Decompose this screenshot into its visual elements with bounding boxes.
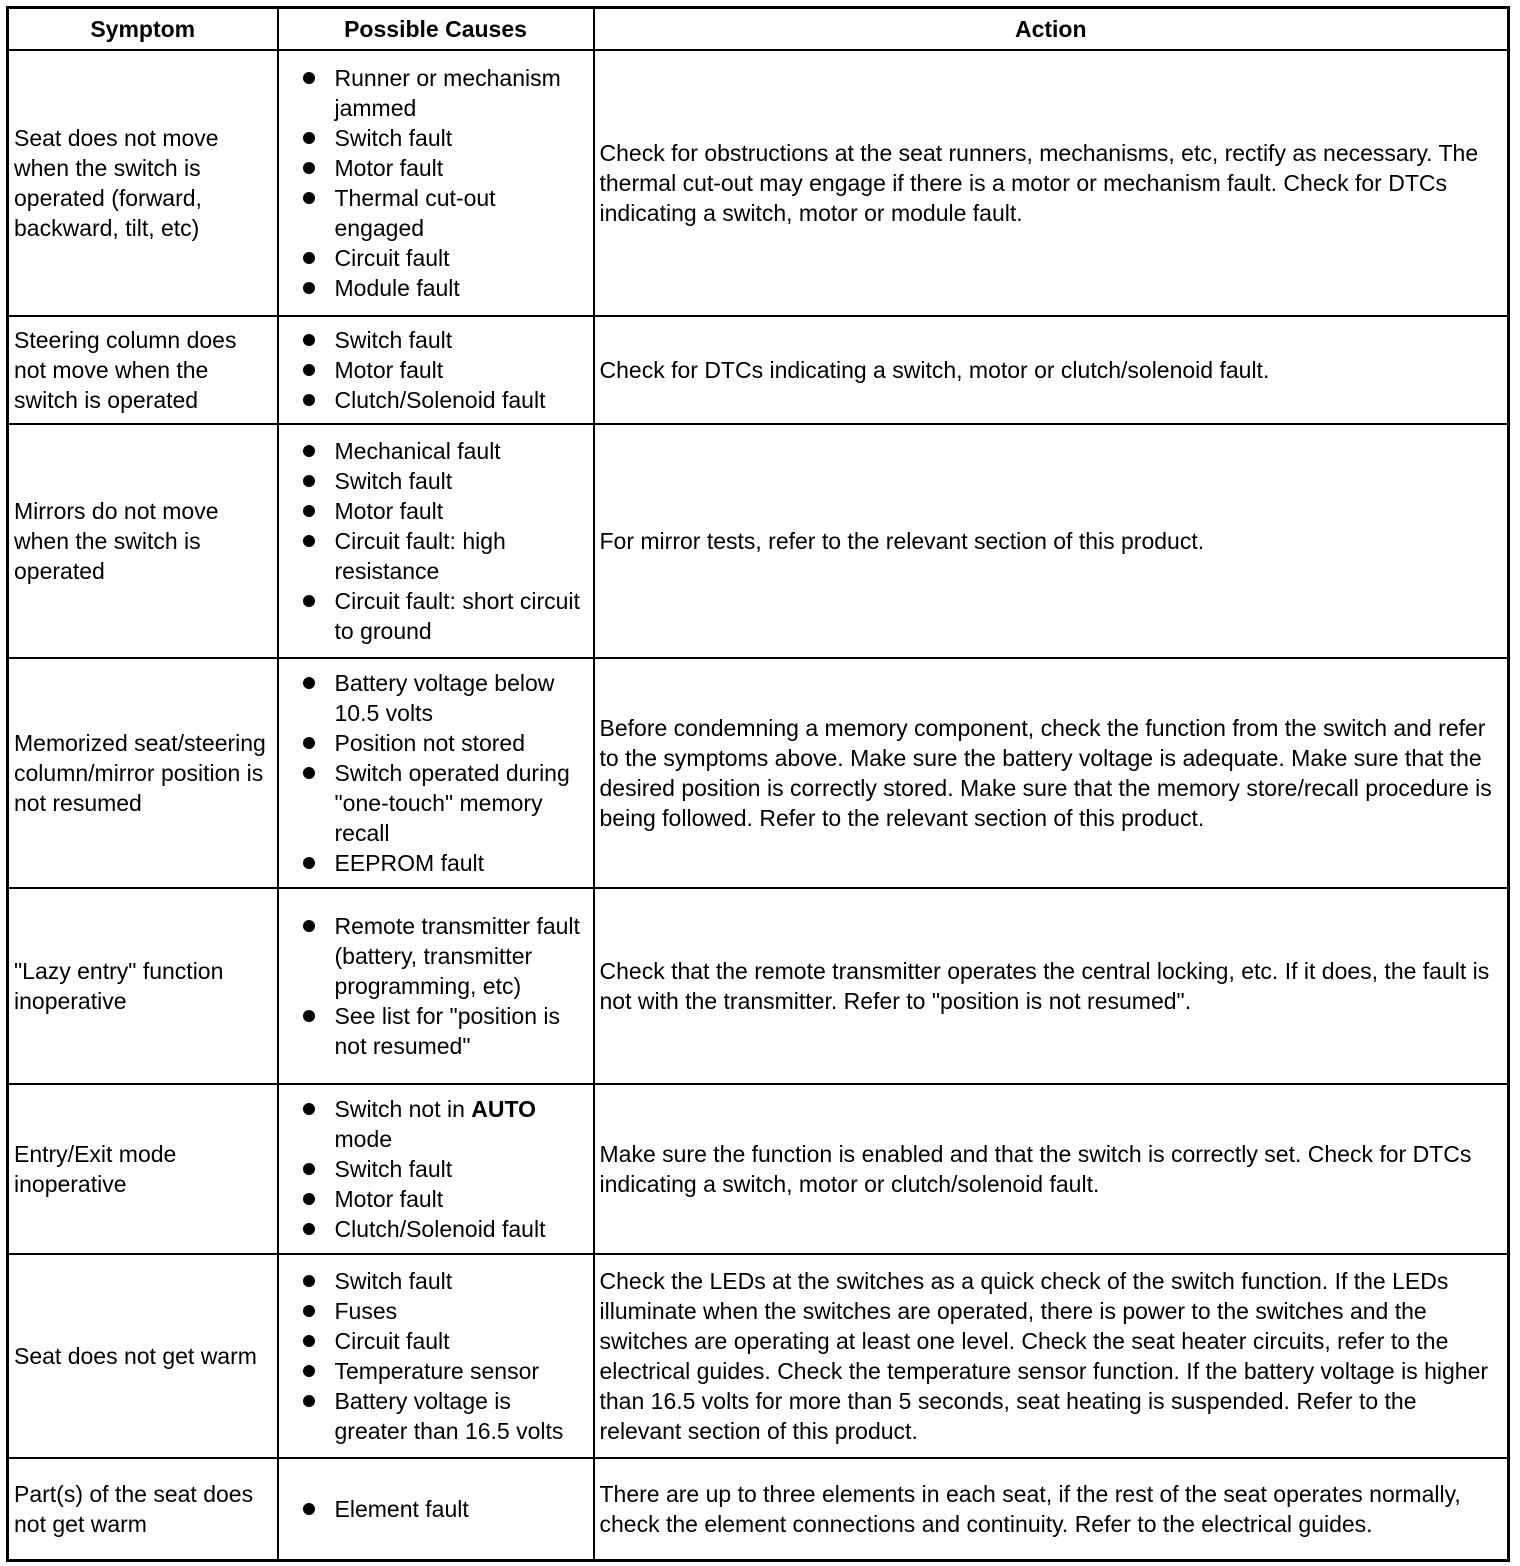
cause-item: Circuit fault [279, 1326, 589, 1356]
causes-list [279, 1494, 589, 1524]
symptom-cell: Part(s) of the seat does not get warm [8, 1458, 278, 1560]
action-cell: Check for obstructions at the seat runners, mechanisms, etc, rectify as necessary. The thermal cut-out may engage if there is a motor or mechanism fault. Check for DTCs indicating a switch, motor or module fault. [594, 50, 1509, 316]
cause-item: Battery voltage below 10.5 volts [279, 668, 589, 728]
bullet-icon [303, 72, 315, 84]
bullet-icon [303, 192, 315, 204]
table-row [8, 1254, 1509, 1458]
table-row [8, 1458, 1509, 1560]
causes-list [279, 1266, 589, 1446]
action-cell: Check that the remote transmitter operates the central locking, etc. If it does, the fault is not with the transmitter. Refer to "position is not resumed". [594, 888, 1509, 1084]
table-row [8, 1084, 1509, 1254]
table-row [8, 658, 1509, 888]
bullet-icon [303, 1275, 315, 1287]
cause-item: Switch fault [279, 1266, 589, 1296]
causes-cell [278, 888, 594, 1084]
symptom-cell: "Lazy entry" function inoperative [8, 888, 278, 1084]
header-row [8, 8, 1509, 51]
header-possible-causes: Possible Causes [278, 8, 594, 51]
bullet-icon [303, 677, 315, 689]
cause-item: Motor fault [279, 496, 589, 526]
bullet-icon [303, 737, 315, 749]
cause-item: Module fault [279, 273, 589, 303]
cause-item: Switch fault [279, 466, 589, 496]
bullet-icon [303, 1305, 315, 1317]
bullet-icon [303, 1395, 315, 1407]
symptom-cell: Mirrors do not move when the switch is operated [8, 424, 278, 658]
bullet-icon [303, 394, 315, 406]
cause-item: Motor fault [279, 355, 589, 385]
table-row [8, 50, 1509, 316]
symptom-cell: Steering column does not move when the switch is operated [8, 316, 278, 424]
symptom-cell: Memorized seat/steering column/mirror position is not resumed [8, 658, 278, 888]
bullet-icon [303, 475, 315, 487]
cause-item: Thermal cut-out engaged [279, 183, 589, 243]
symptom-cell: Entry/Exit mode inoperative [8, 1084, 278, 1254]
table-row [8, 424, 1509, 658]
causes-cell [278, 1254, 594, 1458]
troubleshooting-table [6, 6, 1510, 1562]
header-symptom: Symptom [8, 8, 278, 51]
cause-item: Switch fault [279, 325, 589, 355]
bullet-icon [303, 252, 315, 264]
troubleshooting-table-container [6, 6, 1507, 1562]
cause-item: Circuit fault: short circuit to ground [279, 586, 589, 646]
cause-item: Element fault [279, 1494, 589, 1524]
header-action: Action [594, 8, 1509, 51]
causes-list [279, 911, 589, 1061]
causes-cell [278, 424, 594, 658]
cause-item: Switch fault [279, 1154, 589, 1184]
bullet-icon [303, 1103, 315, 1115]
cause-item: EEPROM fault [279, 848, 589, 878]
cause-item: Clutch/Solenoid fault [279, 385, 589, 415]
causes-list [279, 63, 589, 303]
bullet-icon [303, 767, 315, 779]
bullet-icon [303, 162, 315, 174]
cause-item: Switch fault [279, 123, 589, 153]
bullet-icon [303, 920, 315, 932]
causes-list [279, 1094, 589, 1244]
bullet-icon [303, 364, 315, 376]
cause-item: Temperature sensor [279, 1356, 589, 1386]
cause-item: Mechanical fault [279, 436, 589, 466]
action-cell: Check for DTCs indicating a switch, motor or clutch/solenoid fault. [594, 316, 1509, 424]
causes-cell [278, 1084, 594, 1254]
bullet-icon [303, 334, 315, 346]
cause-item: Runner or mechanism jammed [279, 63, 589, 123]
causes-cell [278, 316, 594, 424]
bullet-icon [303, 1503, 315, 1515]
bullet-icon [303, 1193, 315, 1205]
cause-item: Fuses [279, 1296, 589, 1326]
bullet-icon [303, 1163, 315, 1175]
action-cell: Make sure the function is enabled and that the switch is correctly set. Check for DTCs indicating a switch, motor or clutch/solenoid fault. [594, 1084, 1509, 1254]
bullet-icon [303, 857, 315, 869]
causes-cell [278, 658, 594, 888]
action-cell: There are up to three elements in each seat, if the rest of the seat operates normally, check the element connections and continuity. Refer to the electrical guides. [594, 1458, 1509, 1560]
bullet-icon [303, 1335, 315, 1347]
causes-cell [278, 1458, 594, 1560]
cause-item: Battery voltage is greater than 16.5 volts [279, 1386, 589, 1446]
cause-item: Position not stored [279, 728, 589, 758]
bullet-icon [303, 1365, 315, 1377]
cause-item: Circuit fault [279, 243, 589, 273]
bullet-icon [303, 535, 315, 547]
causes-list [279, 668, 589, 878]
action-cell: Before condemning a memory component, check the function from the switch and refer to the symptoms above. Make sure the battery voltage is adequate. Make sure that the desired position is correctly stored. Make sure that the memory store/recall procedure is being followed. Refer to the relevant section of this product. [594, 658, 1509, 888]
cause-item: Remote transmitter fault (battery, transmitter programming, etc) [279, 911, 589, 1001]
bullet-icon [303, 445, 315, 457]
cause-item: Switch operated during "one-touch" memory recall [279, 758, 589, 848]
table-row [8, 316, 1509, 424]
causes-list [279, 436, 589, 646]
symptom-cell: Seat does not get warm [8, 1254, 278, 1458]
cause-item: Motor fault [279, 153, 589, 183]
cause-item: See list for "position is not resumed" [279, 1001, 589, 1061]
action-cell: Check the LEDs at the switches as a quick check of the switch function. If the LEDs illuminate when the switches are operated, there is power to the switches and the switches are operating at least one level. Check the seat heater circuits, refer to the electrical guides. Check the temperature sensor function. If the battery voltage is higher than 16.5 volts for more than 5 seconds, seat heating is suspended. Refer to the relevant section of this product. [594, 1254, 1509, 1458]
bullet-icon [303, 595, 315, 607]
auto-keyword: AUTO [471, 1096, 537, 1122]
bullet-icon [303, 505, 315, 517]
cause-item: Clutch/Solenoid fault [279, 1214, 589, 1244]
causes-cell [278, 50, 594, 316]
bullet-icon [303, 1010, 315, 1022]
bullet-icon [303, 1223, 315, 1235]
cause-item: Circuit fault: high resistance [279, 526, 589, 586]
bullet-icon [303, 132, 315, 144]
bullet-icon [303, 282, 315, 294]
action-cell: For mirror tests, refer to the relevant section of this product. [594, 424, 1509, 658]
table-row [8, 888, 1509, 1084]
symptom-cell: Seat does not move when the switch is operated (forward, backward, tilt, etc) [8, 50, 278, 316]
cause-item: Motor fault [279, 1184, 589, 1214]
cause-item: Switch not in AUTO mode [279, 1094, 589, 1154]
causes-list [279, 325, 589, 415]
